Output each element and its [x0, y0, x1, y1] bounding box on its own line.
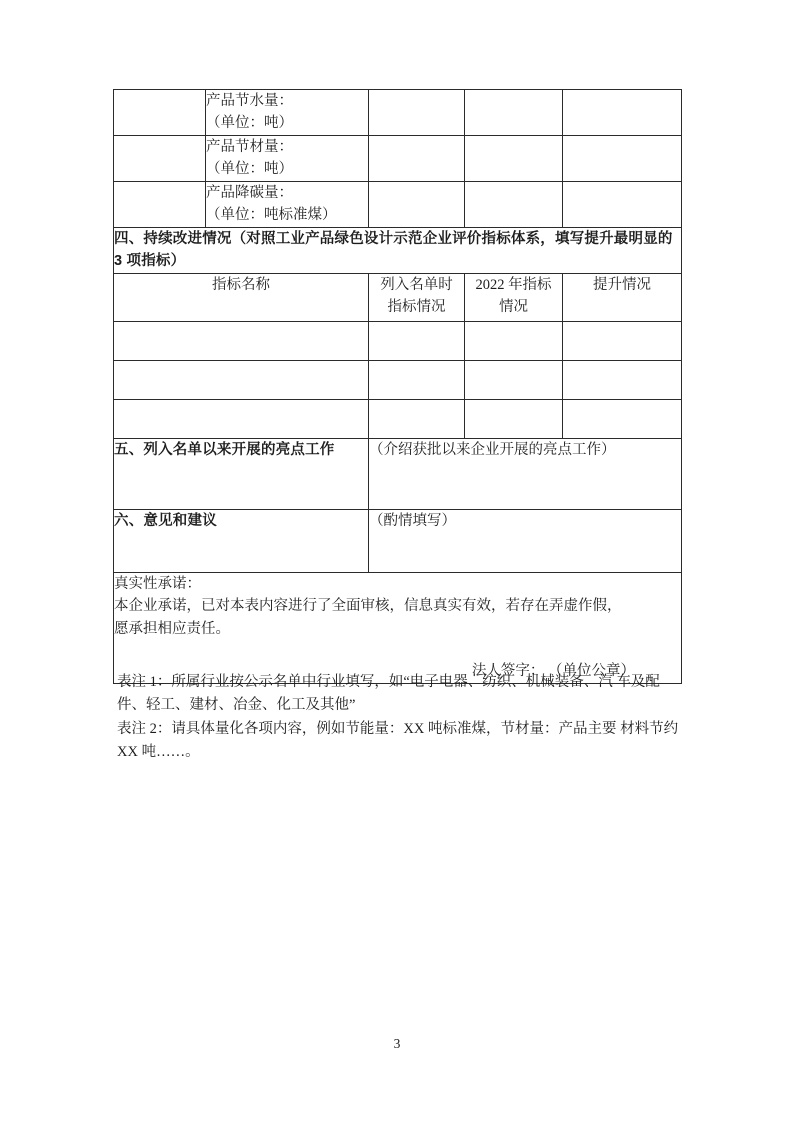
table-row	[114, 572, 682, 683]
indicator-name-cell[interactable]	[114, 321, 369, 360]
pledge-text-line: 愿承担相应责任。	[114, 620, 230, 637]
footnote-line: 车及配件、轻工、建材、冶金、化工及其他”	[117, 674, 660, 714]
metric-group-cell	[114, 182, 206, 228]
section-five-title: 五、列入名单以来开展的亮点工作	[114, 438, 369, 509]
column-header-line: 指标情况	[387, 299, 446, 316]
column-header-listed-status	[369, 273, 465, 321]
indicator-listed-cell[interactable]	[369, 360, 465, 399]
pledge-text-line: 本企业承诺，已对本表内容进行了全面审核，信息真实有效，若存在弄虚作假，	[114, 598, 622, 615]
metric-value-cell[interactable]	[369, 90, 465, 136]
indicator-2022-cell[interactable]	[465, 321, 563, 360]
section-six-title: 六、意见和建议	[114, 509, 369, 572]
metric-name-cell	[206, 90, 369, 136]
metric-name-cell	[206, 182, 369, 228]
column-header-2022-status	[465, 273, 563, 321]
column-header-improvement: 提升情况	[563, 273, 682, 321]
footnote-line: 材料节约 XX 吨……。	[117, 720, 679, 761]
indicator-improvement-cell[interactable]	[563, 321, 682, 360]
footnote-1	[117, 671, 683, 718]
form-footnotes	[117, 671, 683, 765]
metric-group-cell	[114, 136, 206, 182]
enterprise-report-form-table	[113, 89, 682, 684]
indicator-name-cell[interactable]	[114, 360, 369, 399]
indicator-listed-cell[interactable]	[369, 399, 465, 438]
table-row	[114, 90, 682, 136]
metric-value-cell[interactable]	[563, 182, 682, 228]
table-row	[114, 399, 682, 438]
metric-group-cell	[114, 90, 206, 136]
indicator-improvement-cell[interactable]	[563, 399, 682, 438]
metric-label: 产品降碳量：	[206, 185, 293, 201]
metric-value-cell[interactable]	[563, 90, 682, 136]
table-row	[114, 182, 682, 228]
table-row	[114, 360, 682, 399]
column-header-line: 2022 年指标	[475, 276, 552, 293]
footnote-line: 表注 1：所属行业按公示名单中行业填写，如“电子电器、纺织、机械装备、汽	[117, 674, 613, 690]
section-four-heading: 四、持续改进情况（对照工业产品绿色设计示范企业评价指标体系，填写提升最明显的 3 项指标）	[114, 228, 682, 274]
table-row	[114, 321, 682, 360]
metric-unit: （单位：吨标准煤）	[206, 207, 337, 224]
metric-value-cell[interactable]	[563, 136, 682, 182]
indicator-improvement-cell[interactable]	[563, 360, 682, 399]
metric-label: 产品节水量：	[206, 93, 293, 109]
column-header-line: 列入名单时	[380, 276, 453, 293]
table-row	[114, 438, 682, 509]
column-header-indicator-name: 指标名称	[114, 273, 369, 321]
signature-line: 法人签字： （单位公章）	[471, 663, 635, 680]
metric-value-cell[interactable]	[369, 136, 465, 182]
metric-value-cell[interactable]	[465, 90, 563, 136]
column-header-line: 情况	[499, 299, 528, 316]
page-number: 3	[393, 1036, 401, 1051]
table-row	[114, 136, 682, 182]
section-five-content[interactable]: （介绍获批以来企业开展的亮点工作）	[369, 438, 682, 509]
footnote-line: 表注 2：请具体量化各项内容，例如节能量：XX 吨标准煤，节材量：产品主要	[117, 720, 617, 737]
section-six-content[interactable]: （酌情填写）	[369, 509, 682, 572]
indicator-name-cell[interactable]	[114, 399, 369, 438]
metric-label: 产品节材量：	[206, 139, 293, 155]
indicator-2022-cell[interactable]	[465, 399, 563, 438]
pledge-heading: 真实性承诺：	[114, 575, 201, 592]
metric-value-cell[interactable]	[465, 136, 563, 182]
metric-value-cell[interactable]	[465, 182, 563, 228]
indicator-2022-cell[interactable]	[465, 360, 563, 399]
metric-unit: （单位：吨）	[206, 161, 293, 178]
table-row	[114, 228, 682, 274]
indicator-listed-cell[interactable]	[369, 321, 465, 360]
metric-value-cell[interactable]	[369, 182, 465, 228]
metric-unit: （单位：吨）	[206, 115, 293, 132]
table-row	[114, 509, 682, 572]
metric-name-cell	[206, 136, 369, 182]
table-header-row	[114, 273, 682, 321]
footnote-2	[117, 718, 683, 765]
pledge-block	[114, 572, 682, 683]
